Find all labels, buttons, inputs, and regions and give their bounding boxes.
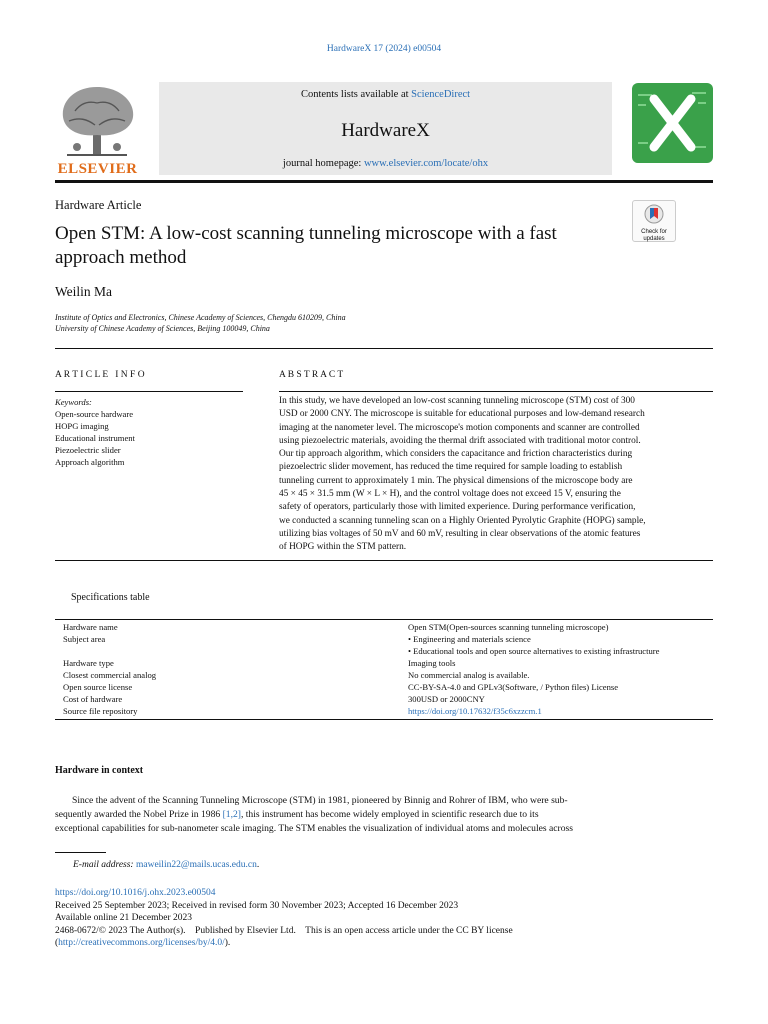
keyword-item: Approach algorithm: [55, 457, 125, 467]
spec-label: Hardware type: [63, 658, 114, 668]
abstract-line: tunneling current to approximately 1 min. The physical dimensions of the microscope body are: [279, 475, 633, 486]
spec-value: • Educational tools and open source alternatives to existing infrastructure: [408, 646, 660, 656]
spec-value: Open STM(Open-sources scanning tunneling microscope): [408, 622, 609, 632]
header-rule: [55, 348, 713, 349]
article-info-rule: [55, 391, 243, 392]
doi-link[interactable]: https://doi.org/10.1016/j.ohx.2023.e00504: [55, 888, 216, 898]
spec-value: • Engineering and materials science: [408, 634, 531, 644]
keyword-item: Open-source hardware: [55, 409, 134, 419]
specs-bottom-rule: [55, 719, 713, 720]
table-row: [63, 634, 713, 646]
received-dates: Received 25 September 2023; Received in revised form 30 November 2023; Accepted 16 December 2023: [55, 900, 459, 911]
contents-line: [159, 89, 612, 100]
table-row: [63, 670, 713, 682]
sciencedirect-link[interactable]: ScienceDirect: [411, 89, 471, 100]
repository-link[interactable]: https://doi.org/10.17632/f35c6xzzcm.1: [408, 706, 542, 716]
context-line-3: exceptional capabilities for sub-nanometer scale imaging. The STM enables the visualization of individual atoms and molecules across: [55, 823, 574, 834]
affiliation-1: Institute of Optics and Electronics, Chinese Academy of Sciences, Chengdu 610209, China: [55, 313, 346, 322]
table-row: [63, 658, 713, 670]
article-title-line1: Open STM: A low-cost scanning tunneling microscope with a fast: [55, 223, 557, 244]
abstract-body: [279, 395, 713, 555]
masthead-rule: [55, 180, 713, 183]
spec-value: 300USD or 2000CNY: [408, 694, 485, 704]
abstract-line: In this study, we have developed an low-cost scanning tunneling microscope (STM) cost of 300: [279, 396, 635, 406]
license-link[interactable]: http://creativecommons.org/licenses/by/4.0/: [58, 938, 225, 948]
abstract-rule: [279, 391, 713, 392]
elsevier-logo[interactable]: [55, 81, 140, 177]
table-row: [63, 646, 713, 658]
spec-label: Source file repository: [63, 706, 138, 716]
context-line-2-pre: sequently awarded the Nobel Prize in 1986: [55, 809, 223, 820]
spec-value: No commercial analog is available.: [408, 670, 530, 680]
article-title: [55, 222, 557, 270]
abstract-line: of HOPG within the STM pattern.: [279, 542, 407, 553]
abstract-line: safety of operators, particularly those with limited experience. During performance verification,: [279, 502, 636, 513]
specs-heading: Specifications table: [71, 592, 150, 603]
keyword-item: HOPG imaging: [55, 421, 109, 431]
context-line-1: Since the advent of the Scanning Tunneling Microscope (STM) in 1981, pioneered by Binnig and Rohrer of IBM, who were sub-: [72, 795, 568, 806]
section-heading: Hardware in context: [55, 765, 144, 776]
license-open-paren: (: [55, 938, 59, 948]
abstract-line: piezoelectric slider movement, has reduced the time required for sample loading to establish: [279, 462, 623, 473]
spec-label: Closest commercial analog: [63, 670, 157, 680]
journal-banner: [159, 82, 612, 175]
abstract-heading: A B S T R A C T: [279, 370, 344, 380]
abstract-line: utilizing bias voltages of 50 mV and 60 mV, resulting in clear observations of the atomic features: [279, 528, 641, 539]
hardwarex-x-icon: [632, 83, 713, 163]
check-for-updates-badge[interactable]: [632, 200, 676, 242]
email-suffix: .: [256, 860, 260, 870]
abstract-line: imaging at the nanometer level. The microscope's motion components and scanner are controlled: [279, 422, 640, 433]
footer-block: [55, 887, 713, 950]
crossmark-line2: updates: [643, 236, 665, 242]
article-type: Hardware Article: [55, 198, 142, 212]
abstract-bottom-rule: [55, 560, 713, 561]
abstract-line: we conducted a scanning tunneling scan on a Highly Oriented Pyrolytic Graphite (HOPG) sample,: [279, 515, 646, 526]
email-footnote: [73, 860, 259, 870]
abstract-line: Our tip approach algorithm, which considers the capacitance and friction characteristics during: [279, 449, 633, 460]
keyword-item: Educational instrument: [55, 433, 135, 443]
publisher-wordmark: ELSEVIER: [57, 161, 138, 177]
homepage-line: [159, 158, 612, 169]
running-header[interactable]: HardwareX 17 (2024) e00504: [326, 44, 442, 54]
email-label: E-mail address:: [73, 860, 136, 870]
spec-label: Hardware name: [63, 622, 118, 632]
spec-label: Cost of hardware: [63, 694, 123, 704]
abstract-line: using piezoelectric materials, avoiding the thermal drift associated with traditional motor control.: [279, 435, 641, 446]
context-line-2-post: , this instrument has become widely employed in scientific research due to its: [240, 809, 539, 820]
table-row: [63, 694, 713, 706]
spec-label: Subject area: [63, 634, 106, 644]
available-online: Available online 21 December 2023: [55, 913, 192, 923]
article-info-heading: A R T I C L E I N F O: [55, 370, 145, 380]
license-close-paren: ).: [224, 938, 231, 948]
masthead: [55, 75, 713, 182]
keywords-block: [55, 396, 135, 468]
reference-link[interactable]: [1,2]: [222, 809, 241, 820]
table-row: [63, 622, 713, 634]
article-title-line2: approach method: [55, 247, 187, 268]
homepage-prefix: journal homepage:: [282, 158, 364, 169]
journal-cover-logo[interactable]: [632, 83, 713, 163]
contents-prefix: Contents lists available at: [300, 89, 412, 100]
spec-value: CC-BY-SA-4.0 and GPLv3(Software, / Python files) License: [408, 682, 619, 692]
keyword-item: Piezoelectric slider: [55, 445, 121, 455]
crossmark-icon: [644, 204, 664, 224]
journal-title: HardwareX: [341, 120, 430, 141]
table-row: [63, 706, 713, 718]
email-link[interactable]: maweilin22@mails.ucas.edu.cn: [135, 860, 257, 870]
footnote-rule: [55, 852, 106, 853]
table-row: [63, 682, 713, 694]
keywords-label: Keywords:: [55, 397, 92, 407]
license-url-line: [55, 937, 713, 950]
abstract-line: USD or 2000 CNY. The microscope is suitable for educational purposes and low-demand research: [279, 409, 645, 420]
specs-top-rule: [55, 619, 713, 620]
abstract-line: 45 × 45 × 31.5 mm (W × L × H), and the control voltage does not exceed 15 V, ensuring the: [279, 489, 621, 500]
spec-label: Open source license: [63, 682, 133, 692]
author-name: Weilin Ma: [55, 284, 113, 299]
context-line-2: [55, 808, 713, 822]
license-statement: 2468-0672/© 2023 The Author(s). Published by Elsevier Ltd. This is an open access article under the CC BY license: [55, 925, 513, 936]
spec-value: Imaging tools: [408, 658, 456, 668]
elsevier-tree-icon: [55, 81, 140, 161]
context-paragraph: [55, 794, 713, 836]
journal-homepage-link[interactable]: www.elsevier.com/locate/ohx: [363, 158, 489, 169]
affiliation-2: University of Chinese Academy of Sciences, Beijing 100049, China: [55, 324, 270, 333]
crossmark-line1: Check for: [641, 229, 667, 235]
